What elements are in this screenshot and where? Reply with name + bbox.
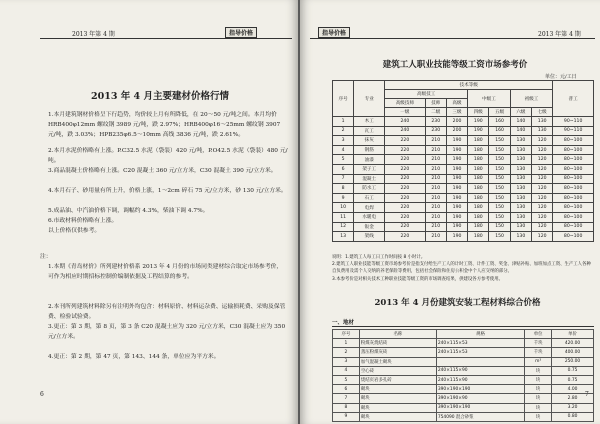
table-cell: 块	[525, 385, 552, 394]
table-cell: 9	[333, 412, 360, 421]
material-table	[332, 329, 594, 422]
wage-subheader-cell: 二级	[425, 108, 446, 117]
table-cell: 8	[333, 184, 354, 194]
wage-header-tech: 技师	[425, 99, 446, 108]
table-cell: 230	[425, 117, 446, 127]
table-cell: 1	[333, 117, 354, 127]
table-cell: 千块	[525, 339, 552, 348]
table-cell: 10	[333, 203, 354, 213]
table-cell: 砌块	[359, 385, 436, 394]
table-row	[333, 155, 594, 165]
left-page-number: 6	[40, 391, 44, 398]
table-cell: 140	[510, 117, 531, 127]
table-cell: 架子工	[354, 164, 385, 174]
table-cell: 230	[425, 126, 446, 136]
table-cell: 150	[489, 232, 510, 242]
table-cell: 130	[510, 222, 531, 232]
table-cell: 钣金	[354, 222, 385, 232]
table-cell: 120	[532, 203, 553, 213]
table-cell: 120	[532, 222, 553, 232]
table-cell: 220	[385, 203, 425, 213]
table-cell: 2	[333, 348, 360, 357]
left-title: 2013 年 4 月主要建材价格行情	[91, 91, 229, 102]
wage-header-grade: 技术等级	[385, 81, 553, 90]
table-cell: 90~110	[553, 117, 594, 127]
table-cell: 150	[489, 164, 510, 174]
table-cell: 754090 混合砂浆	[436, 412, 524, 421]
table-cell: 210	[425, 222, 446, 232]
table-cell: 150	[489, 184, 510, 194]
wage-unit: 单位：元/工日	[545, 74, 577, 80]
left-header-rule	[40, 38, 292, 39]
table-cell: 130	[510, 155, 531, 165]
table-cell: 210	[425, 136, 446, 146]
table-row	[333, 385, 594, 394]
table-cell: 抹灰	[354, 136, 385, 146]
table-row	[333, 357, 594, 366]
table-cell: 130	[510, 164, 531, 174]
table-cell: 150	[489, 222, 510, 232]
table-cell: 块	[525, 375, 552, 384]
table-cell: 150	[489, 136, 510, 146]
table-cell: 190	[446, 232, 467, 242]
wage-title: 建筑工人职业技能等级工资市场参考价	[382, 60, 528, 70]
table-row	[333, 212, 594, 222]
wage-subheader-cell: 六级	[510, 108, 531, 117]
table-cell: 190	[446, 136, 467, 146]
table-cell: 180	[468, 174, 489, 184]
table-cell: 120	[532, 136, 553, 146]
table-cell: 160	[489, 117, 510, 127]
table-row	[333, 184, 594, 194]
table-cell: 4	[333, 145, 354, 155]
table-cell: 80~100	[553, 203, 594, 213]
table-cell: 220	[385, 145, 425, 155]
table-cell: 钢筋	[354, 145, 385, 155]
table-cell: 190	[468, 126, 489, 136]
table-cell: 240	[385, 117, 425, 127]
note-1: 1.本期《青岛材价》所列建材价格系 2013 年 4 月份的市场同类建材综合取定市场参考价，可作为相应时期招标控制价编制依据及工程结算的参考。	[48, 264, 283, 280]
table-cell: 240	[385, 126, 425, 136]
table-cell: 130	[510, 184, 531, 194]
table-cell: 80~100	[553, 193, 594, 203]
table-cell: 3.20	[552, 403, 594, 412]
table-cell: 块	[525, 366, 552, 375]
table-cell: 130	[510, 203, 531, 213]
table-cell: 烧结页岩多孔砖	[359, 375, 436, 384]
table-cell: 混凝土	[354, 174, 385, 184]
right-section-tag: 指导价格	[318, 27, 350, 38]
table-cell: 石工	[354, 193, 385, 203]
table-cell: 150	[489, 203, 510, 213]
table-cell: 220	[385, 174, 425, 184]
table-cell: 80~100	[553, 145, 594, 155]
paragraph-7: 以上价格仅供参考。	[48, 228, 101, 234]
table-cell: 0.75	[552, 366, 594, 375]
table-cell: 120	[532, 184, 553, 194]
table-row	[333, 232, 594, 242]
table-cell: 200	[446, 126, 467, 136]
table-cell: 220	[385, 155, 425, 165]
material-header-cell: 单价	[552, 330, 594, 339]
left-header: 2013 年第 4 期	[72, 31, 115, 38]
right-header-rule	[310, 38, 595, 39]
right-page-number: 7	[585, 391, 589, 398]
table-row	[333, 348, 594, 357]
wage-subheader-cell: 四级	[468, 108, 489, 117]
table-cell: m³	[525, 357, 552, 366]
table-cell: 210	[425, 145, 446, 155]
table-cell: 80~100	[553, 164, 594, 174]
table-cell: 0.80	[552, 412, 594, 421]
table-cell: 130	[510, 136, 531, 146]
note-3: 3.更正：第 3 期，第 8 页，第 3 条 C20 混凝土应为 320 元/立方米，C30 混凝土应为 350 元/立方米。	[48, 324, 286, 340]
table-cell: 瓦工	[354, 126, 385, 136]
table-cell: 220	[385, 193, 425, 203]
table-cell: 240×115×90	[436, 375, 524, 384]
note-2: 2.本刊所列建筑材料除另有注明外均包含：材料原价、材料运杂费、运输损耗费、采购及保管费、检验试验费。	[48, 304, 286, 320]
paragraph-5: 5.成品油、中汽油价格下调，调幅约 4.3%，柴油下调 4.7%。	[48, 208, 209, 214]
table-cell: 180	[468, 164, 489, 174]
material-section-rule	[332, 326, 594, 327]
table-cell: 210	[425, 193, 446, 203]
table-row	[333, 193, 594, 203]
table-cell: 0.75	[552, 375, 594, 384]
table-cell: 190	[446, 222, 467, 232]
table-cell: 6	[333, 164, 354, 174]
left-section-tag: 指导价格	[225, 27, 257, 38]
table-cell: 架线	[354, 232, 385, 242]
table-cell: 180	[468, 193, 489, 203]
table-row	[333, 174, 594, 184]
material-header-cell: 单位	[525, 330, 552, 339]
table-cell: 7	[333, 394, 360, 403]
table-cell: 电焊	[354, 203, 385, 213]
table-cell: 160	[489, 126, 510, 136]
table-cell: 1	[333, 339, 360, 348]
table-cell: 150	[489, 155, 510, 165]
table-cell: 80~100	[553, 212, 594, 222]
table-row	[333, 412, 594, 421]
table-cell: 120	[532, 174, 553, 184]
table-cell: 5	[333, 155, 354, 165]
table-cell: 2.80	[552, 394, 594, 403]
wage-subheader-cell: 七级	[532, 108, 553, 117]
table-cell: 8	[333, 403, 360, 412]
table-cell: 120	[532, 193, 553, 203]
table-cell: 250.00	[552, 357, 594, 366]
table-row	[333, 366, 594, 375]
table-cell: 180	[468, 203, 489, 213]
table-cell: 190	[446, 145, 467, 155]
table-cell: 4.00	[552, 385, 594, 394]
wage-header-senior: 高级技工	[385, 90, 468, 99]
table-cell: 130	[510, 193, 531, 203]
table-cell: 12	[333, 222, 354, 232]
table-cell: 120	[532, 212, 553, 222]
table-cell: 220	[385, 136, 425, 146]
table-cell: 3	[333, 357, 360, 366]
material-section-label: 一、地材	[332, 320, 355, 326]
table-cell: 150	[489, 174, 510, 184]
explanation-1: 说明：1.建筑工人每工日工作时间按 8 小时计。	[332, 255, 426, 260]
wage-header-high: 高级	[446, 99, 467, 108]
table-row	[333, 136, 594, 146]
table-cell: 180	[468, 145, 489, 155]
material-header-cell: 规格	[436, 330, 524, 339]
table-cell: 390×190×90	[436, 394, 524, 403]
table-cell: 130	[510, 174, 531, 184]
wage-table	[332, 80, 594, 242]
paragraph-6: 6.市政材料价格略有上涨。	[48, 218, 118, 224]
table-cell: 5	[333, 375, 360, 384]
table-cell: 蒸压粉煤灰砖	[359, 348, 436, 357]
table-cell: 220	[385, 232, 425, 242]
table-cell: 220	[385, 184, 425, 194]
table-cell: 190	[446, 174, 467, 184]
table-cell: 空心砖	[359, 366, 436, 375]
table-cell: 390×190×190	[436, 385, 524, 394]
table-cell: 210	[425, 184, 446, 194]
table-row	[333, 126, 594, 136]
table-cell: 180	[468, 232, 489, 242]
table-cell: 加气混凝土砌块	[359, 357, 436, 366]
table-cell: 130	[510, 232, 531, 242]
table-cell: 块	[525, 412, 552, 421]
table-cell: 3	[333, 136, 354, 146]
table-cell: 180	[468, 136, 489, 146]
table-cell: 190	[468, 117, 489, 127]
table-cell	[436, 357, 524, 366]
wage-explanation	[332, 254, 594, 283]
table-cell: 120	[532, 145, 553, 155]
material-header-cell: 名称	[359, 330, 436, 339]
table-cell: 粉煤灰烧结砖	[359, 339, 436, 348]
table-cell: 80~100	[553, 155, 594, 165]
table-cell: 80~100	[553, 174, 594, 184]
table-cell: 180	[468, 155, 489, 165]
table-cell: 240×115×53	[436, 348, 524, 357]
table-row	[333, 203, 594, 213]
wage-header-trade: 专业	[354, 81, 385, 117]
table-cell: 210	[425, 164, 446, 174]
table-cell: 150	[489, 145, 510, 155]
wage-header-junior: 初级工	[510, 90, 553, 108]
table-cell: 水暖电	[354, 212, 385, 222]
material-header-cell: 序号	[333, 330, 360, 339]
table-cell: 7	[333, 174, 354, 184]
table-cell: 11	[333, 212, 354, 222]
table-cell: 块	[525, 394, 552, 403]
table-cell: 130	[510, 212, 531, 222]
table-cell: 80~100	[553, 222, 594, 232]
table-cell: 240×115×90	[436, 366, 524, 375]
table-cell: 220	[385, 222, 425, 232]
table-cell: 210	[425, 155, 446, 165]
table-cell: 砌块	[359, 412, 436, 421]
table-cell: 砌块	[359, 394, 436, 403]
table-cell: 80~100	[553, 232, 594, 242]
table-cell: 150	[489, 212, 510, 222]
table-cell: 180	[468, 184, 489, 194]
table-cell: 80~100	[553, 136, 594, 146]
table-cell: 块	[525, 403, 552, 412]
table-row	[333, 403, 594, 412]
note-label: 注：	[40, 254, 52, 260]
table-cell: 190	[446, 164, 467, 174]
table-cell: 420.00	[552, 339, 594, 348]
table-cell: 400.00	[552, 348, 594, 357]
table-cell: 190	[446, 155, 467, 165]
table-cell: 220	[385, 212, 425, 222]
paragraph-2: 2.本月水泥价格略有上涨。P.C32.5 水泥（袋装）420 元/吨，P.O42.5 水泥（袋装）480 元/吨。	[48, 148, 288, 164]
wage-header-general: 普工	[553, 81, 594, 117]
table-cell: 130	[532, 126, 553, 136]
table-cell: 13	[333, 232, 354, 242]
table-row	[333, 222, 594, 232]
table-cell: 240×115×53	[436, 339, 524, 348]
table-cell: 180	[468, 212, 489, 222]
table-cell: 390×190×190	[436, 403, 524, 412]
table-row	[333, 145, 594, 155]
explanation-2: 2.建筑工人职业技能等级工资市场参考价是指支付给生产工人的计时工资、计件工资、奖金、津贴补贴、加班加点工资、生产工人各种自负费用及需个人交纳的养老保险等费用，包括社会保险和住房公积金中个人应交纳的部分。	[332, 262, 591, 275]
table-row	[333, 117, 594, 127]
wage-header-senior-tech: 高级技师	[385, 99, 425, 108]
explanation-3: 3.本参考价是对相关技术工种职业技能等级工资的市场调查结果，供建设各方参考使用。	[332, 276, 504, 282]
table-cell: 150	[489, 193, 510, 203]
table-cell: 130	[532, 117, 553, 127]
table-cell: 190	[446, 184, 467, 194]
wage-header-mid: 中级工	[468, 90, 511, 108]
table-cell: 190	[446, 203, 467, 213]
table-cell: 210	[425, 174, 446, 184]
table-cell: 220	[385, 164, 425, 174]
note-4: 4.更正：第 2 期，第 47 页，第 143、144 条，单位应为平方米。	[48, 354, 220, 360]
table-cell: 210	[425, 212, 446, 222]
table-cell: 140	[510, 126, 531, 136]
table-row	[333, 375, 594, 384]
material-title: 2013 年 4 月份建筑安装工程材料综合价格	[374, 298, 541, 308]
table-cell: 190	[446, 212, 467, 222]
table-cell: 120	[532, 164, 553, 174]
table-cell: 180	[468, 222, 489, 232]
paragraph-3: 3.商品混凝土价格略有上涨。C20 混凝土 360 元/立方米，C30 混凝土 390 元/立方米。	[48, 168, 277, 174]
table-cell: 120	[532, 155, 553, 165]
table-row	[333, 164, 594, 174]
table-cell: 6	[333, 385, 360, 394]
wage-header-seq: 序号	[333, 81, 354, 117]
table-cell: 200	[446, 117, 467, 127]
table-cell: 90~110	[553, 126, 594, 136]
table-cell: 120	[532, 232, 553, 242]
table-cell: 210	[425, 203, 446, 213]
table-cell: 130	[510, 145, 531, 155]
table-cell: 80~100	[553, 184, 594, 194]
table-cell: 木工	[354, 117, 385, 127]
table-row	[333, 394, 594, 403]
paragraph-1: 1.本月建筑钢材价格呈下行趋势，均价较上月有所降低，在 20～50 元/吨之间。本月均价 HRB400φ12mm 螺纹钢 3989 元/吨，跌 2.97%；HRB400φ16～25mm 螺纹钢 3907 元/吨，跌 3.03%；HPB235φ6.5～10mm 高线 3836 元/吨，跌 2.61%。	[48, 112, 281, 138]
table-cell: 千块	[525, 348, 552, 357]
wage-subheader-cell: 三级	[446, 108, 467, 117]
table-cell: 防水工	[354, 184, 385, 194]
table-cell: 油漆	[354, 155, 385, 165]
table-cell: 190	[446, 193, 467, 203]
table-cell: 4	[333, 366, 360, 375]
table-cell: 9	[333, 193, 354, 203]
wage-subheader-cell: 一级	[385, 108, 425, 117]
left-page	[0, 0, 298, 424]
table-cell: 210	[425, 232, 446, 242]
table-cell: 砌块	[359, 403, 436, 412]
table-cell: 2	[333, 126, 354, 136]
right-header: 2013 年第 4 期	[538, 31, 581, 38]
paragraph-4: 4.本月石子、砂用量有所上升，价格上涨，1～2cm 碎石 75 元/立方米，砂 130 元/立方米。	[48, 188, 287, 194]
wage-subheader-cell: 五级	[489, 108, 510, 117]
table-row	[333, 339, 594, 348]
